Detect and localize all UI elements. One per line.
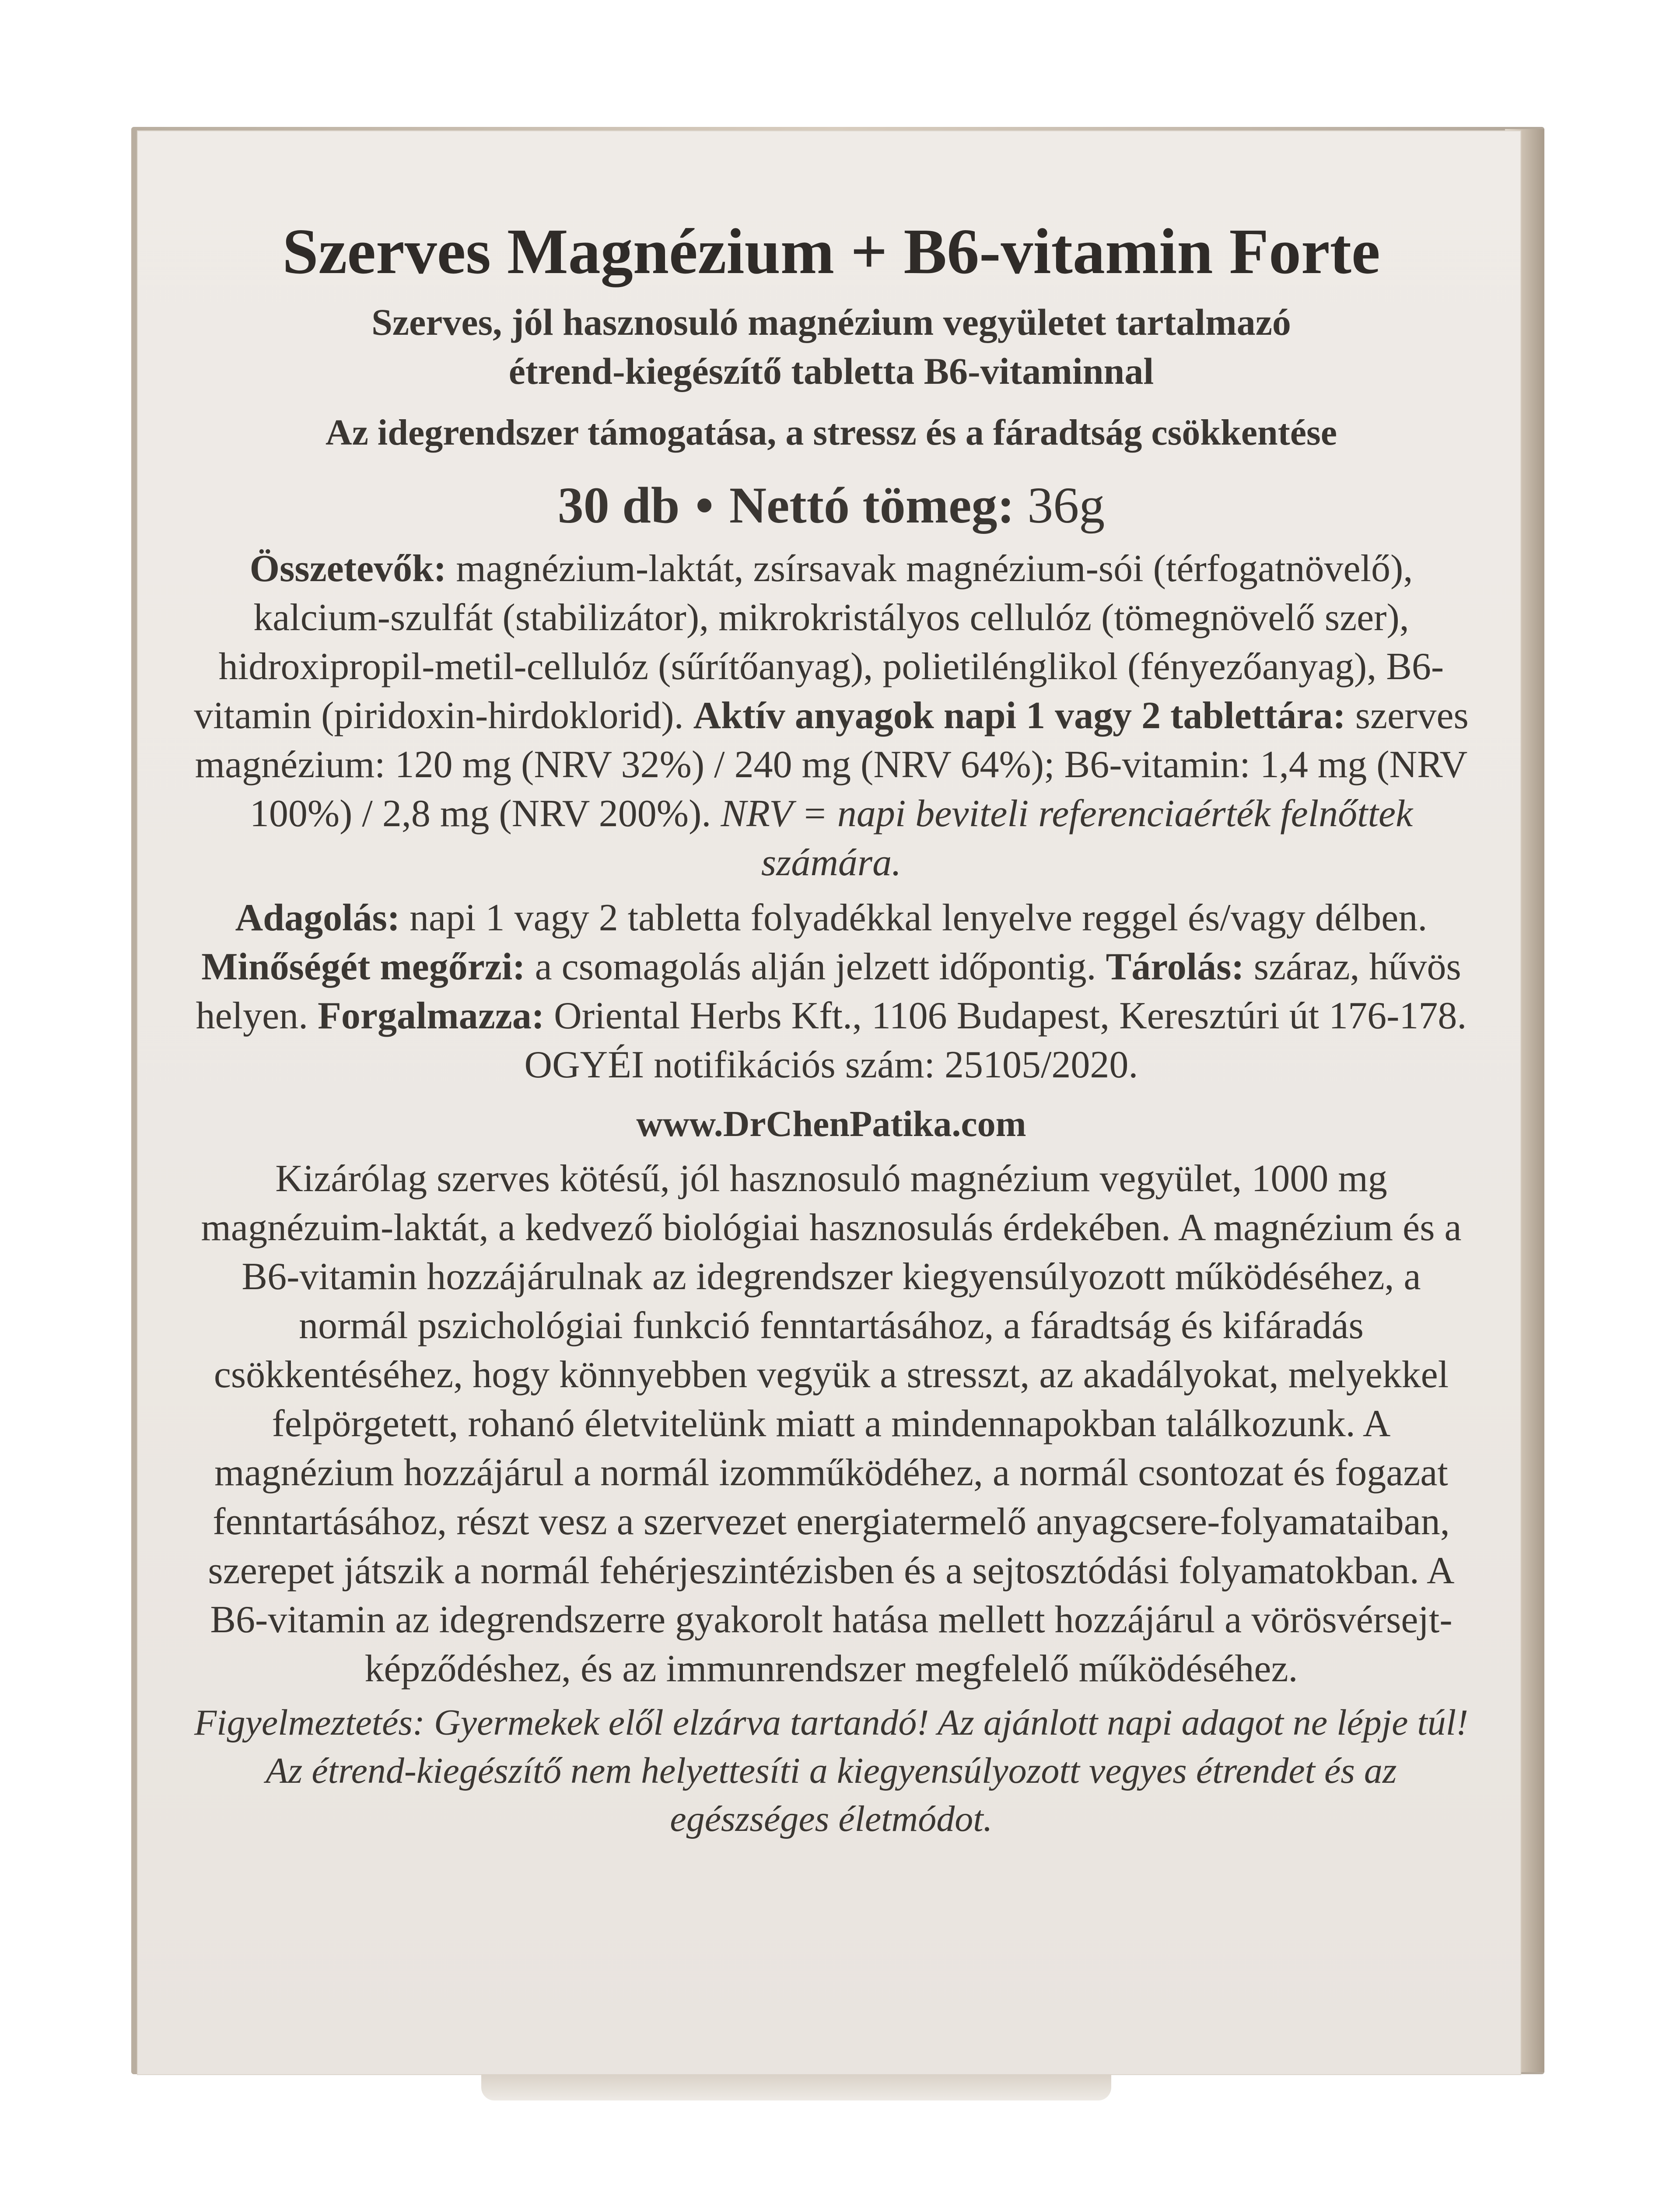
warning-text: Figyelmeztetés: Gyermekek elől elzárva tartandó! Az ajánlott napi adagot ne lépje túl! Az étrend-kiegészítő nem helyettesíti a kiegyensúlyozott vegyes étrendet és az egészséges életmódot.	[194, 1702, 1469, 1839]
storage-label: Tárolás:	[1106, 946, 1244, 988]
ingredients-text: magnézium-laktát, zsírsavak magnézium-sói (térfogatnövelő), kalcium-szulfát (stabilizátor), mikrokristályos cellulóz (tömegnövelő szer), hidroxipropil-metil-cellulóz (sűrítőanyag), polietilénglikol (fényezőanyag), B6-vitamin (piridoxin-hirdoklorid).	[194, 547, 1444, 737]
storage-text: száraz, hűvös helyen.	[196, 946, 1461, 1037]
subtitle-line-1: Szerves, jól hasznosuló magnézium vegyületet tartalmazó	[371, 301, 1291, 343]
active-text: szerves magnézium: 120 mg (NRV 32%) / 240 mg (NRV 64%); B6-vitamin: 1,4 mg (NRV 100%) / 2,8 mg (NRV 200%).	[195, 694, 1469, 835]
website-url: www.DrChenPatika.com	[636, 1104, 1026, 1144]
nrv-note: NRV = napi beviteli referenciaérték felnőttek számára.	[721, 792, 1413, 884]
separator-dot: •	[695, 477, 714, 534]
label-content	[184, 210, 1479, 1843]
description-paragraph: Kizárólag szerves kötésű, jól hasznosuló magnézium vegyület, 1000 mg magnézuim-laktát, a kedvező biológiai hasznosulás érdekében. A magnézium és a B6-vitamin hozzájárulnak az idegrendszer kiegyensúlyozott működéséhez, a normál pszichológiai funkció fenntartásához, a fáradtság és kifáradás csökkentéséhez, hogy könnyebben vegyük a stresszt, az akadályokat, melyekkel felpörgetett, rohanó életvitelünk miatt a mindennapokban találkozunk. A magnézium hozzájárul a normál izomműködéhez, a normál csontozat és fogazat fenntartásához, részt vesz a szervezet energiatermelő anyagcsere-folyamataiban, szerepet játszik a normál fehérjeszintézisben és a sejtosztódási folyamatokban. A B6-vitamin az idegrendszerre gyakorolt hatása mellett hozzájárul a vörösvérsejt-képződéshez, és az immunrendszer megfelelő működéséhez.	[201, 1157, 1462, 1690]
piece-count: 30 db	[557, 477, 680, 534]
net-weight-label: Nettó tömeg:	[729, 477, 1015, 534]
dosage-text: napi 1 vagy 2 tabletta folyadékkal lenyelve reggel és/vagy délben.	[410, 897, 1428, 939]
product-title: Szerves Magnézium + B6-vitamin Forte	[282, 216, 1380, 288]
net-weight-value: 36g	[1027, 477, 1105, 534]
product-subtitle	[184, 298, 1479, 396]
distributor-text: Oriental Herbs Kft., 1106 Budapest, Keresztúri út 176-178. OGYÉI notifikációs szám: 25105/2020.	[524, 995, 1467, 1086]
best-before-label: Minőségét megőrzi:	[201, 946, 525, 988]
product-claim: Az idegrendszer támogatása, a stressz és a fáradtság csökkentése	[325, 412, 1337, 453]
package-bottom-flap	[481, 2074, 1111, 2100]
ingredients-paragraph	[184, 544, 1479, 887]
dosage-paragraph	[184, 894, 1479, 1090]
distributor-label: Forgalmazza:	[318, 995, 545, 1037]
dosage-label: Adagolás:	[235, 897, 400, 939]
package-count	[184, 473, 1479, 538]
active-label: Aktív anyagok napi 1 vagy 2 tablettára:	[693, 694, 1346, 737]
best-before-text: a csomagolás alján jelzett időpontig.	[535, 946, 1096, 988]
subtitle-line-2: étrend-kiegészítő tabletta B6-vitaminnal	[508, 350, 1154, 392]
ingredients-label: Összetevők:	[249, 547, 447, 590]
